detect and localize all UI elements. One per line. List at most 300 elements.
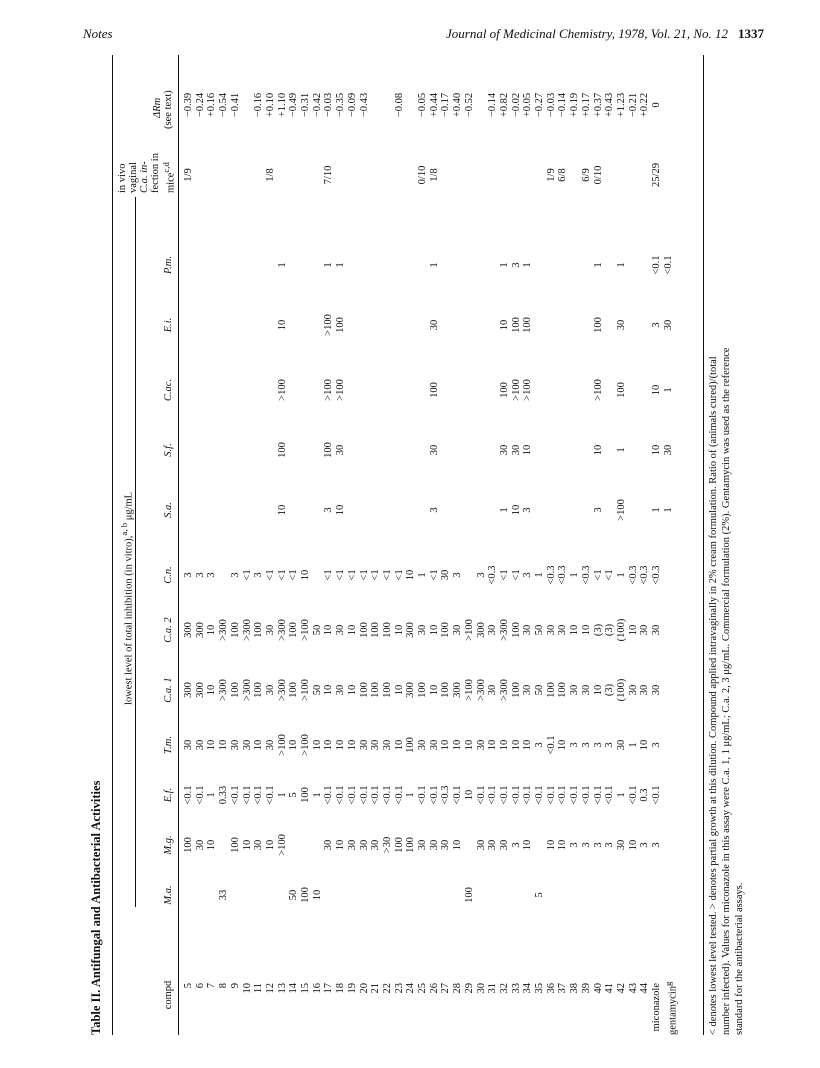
table-cell: 30 (417, 624, 428, 636)
compound-id-cell: 24 (405, 983, 417, 994)
table-cell: −0.05 (417, 92, 428, 118)
table-cell: 30 (417, 739, 428, 751)
table-cell: >100 (276, 379, 288, 401)
table-cell: <1 (592, 569, 604, 581)
table-cell: <0.1 (428, 785, 440, 805)
table-cell: 30 (569, 684, 581, 696)
table-cell: <0.3 (487, 565, 499, 585)
table-cell: >100 (323, 379, 335, 401)
table-cell: 100 (253, 622, 265, 638)
column-header: compd (163, 980, 174, 1010)
table-cell: 30 (627, 684, 639, 696)
table-cell: −0.27 (534, 92, 545, 118)
table-cell: 100 (545, 682, 557, 698)
table-cell: <0.1 (627, 785, 639, 805)
table-cell: >300 (241, 619, 253, 641)
compound-id-cell: 9 (229, 983, 241, 989)
table-cell: 30 (264, 624, 276, 636)
table-cell: <0.3 (580, 565, 592, 585)
table-cell: <0.3 (545, 565, 557, 585)
table-cell: 0.3 (639, 788, 651, 802)
table-cell: 100 (276, 442, 288, 458)
compound-id-cell: 29 (463, 983, 475, 994)
table-cell: 50 (534, 684, 545, 696)
table-cell: 100 (615, 382, 627, 398)
table-cell: <0.1 (545, 785, 557, 805)
table-cell: <0.1 (651, 785, 662, 805)
table-cell: 10 (323, 684, 335, 696)
table-cell: −0.16 (253, 92, 265, 118)
table-cell: 10 (522, 444, 534, 456)
table-cell: 0 (651, 102, 662, 108)
table-cell: 10 (335, 739, 347, 751)
table-cell: 3 (183, 572, 194, 578)
table-cell: <0.1 (475, 785, 487, 805)
table-cell: 10 (393, 624, 405, 636)
table-cell: −0.39 (183, 92, 194, 118)
table-cell: 3 (475, 572, 487, 578)
table-cell: <0.1 (557, 785, 569, 805)
table-cell: 300 (194, 622, 206, 638)
table-cell: 30 (615, 739, 627, 751)
table-cell: 50 (534, 624, 545, 636)
table-cell: <1 (358, 569, 370, 581)
table-cell: 100 (370, 622, 382, 638)
invivo-header-line (161, 153, 177, 193)
table-cell: 10 (276, 319, 288, 331)
table-cell: <0.1 (393, 785, 405, 805)
table-cell: +1.23 (615, 92, 627, 118)
table-cell: 30 (428, 839, 440, 851)
table-cell: <1 (335, 569, 347, 581)
table-cell: 1 (569, 572, 581, 578)
compound-id-cell: 35 (534, 983, 545, 994)
table-cell: <0.3 (627, 565, 639, 585)
table-cell: 3 (651, 322, 662, 328)
table-cell: 50 (311, 624, 323, 636)
table-cell: 10 (452, 739, 464, 751)
table-cell: −0.43 (358, 92, 370, 118)
table-cell: <0.1 (569, 785, 581, 805)
table-cell: >300 (498, 679, 510, 701)
table-cell: 1/9 (183, 168, 194, 182)
invivo-header (117, 153, 177, 193)
table-cell: 300 (405, 622, 417, 638)
table-cell: −0.09 (346, 92, 358, 118)
table-cell: −0.21 (627, 92, 639, 118)
invivo-header-sup: c,d (161, 162, 171, 173)
table-cell: >100 (335, 379, 347, 401)
table-cell: −0.02 (510, 92, 522, 118)
compound-id-cell: 38 (569, 983, 581, 994)
table-cell: −0.17 (440, 92, 452, 118)
compound-id-cell: 22 (381, 983, 393, 994)
table-cell: −0.08 (393, 92, 405, 118)
table-cell: 30 (615, 839, 627, 851)
table-cell: 10 (440, 739, 452, 751)
table-cell: <1 (241, 569, 253, 581)
table-cell: 100 (229, 622, 241, 638)
table-cell: 300 (183, 682, 194, 698)
table-cell: <0.3 (639, 565, 651, 585)
invivo-header-line: fection in (150, 153, 161, 193)
table-cell: 10 (323, 739, 335, 751)
compound-id-cell: 23 (393, 983, 405, 994)
table-cell: 10 (288, 739, 300, 751)
table-cell: −0.14 (487, 92, 499, 118)
column-header: C.ac. (163, 378, 174, 402)
table-cell: <0.1 (381, 785, 393, 805)
column-header: C.a. 2 (163, 617, 174, 643)
table-cell: 30 (487, 624, 499, 636)
table-cell: 30 (370, 739, 382, 751)
table-cell: 30 (651, 684, 662, 696)
table-cell: 1 (615, 447, 627, 453)
table-cell: (3) (592, 623, 604, 637)
table-cell: 1 (615, 572, 627, 578)
table-cell: 30 (358, 839, 370, 851)
table-cell: 100 (428, 382, 440, 398)
table-cell: 0.33 (218, 785, 230, 805)
table-cell: 1 (206, 792, 218, 798)
compound-id-cell: 8 (218, 983, 230, 989)
table-cell: 1 (651, 507, 662, 513)
table-cell: 100 (229, 682, 241, 698)
table-cell: +0.10 (264, 92, 276, 118)
table-cell: 0/10 (592, 165, 604, 185)
compound-id-cell: 37 (557, 983, 569, 994)
table-cell: 100 (288, 622, 300, 638)
table-cell: 30 (428, 444, 440, 456)
table-cell: 30 (557, 624, 569, 636)
invivo-header-text: mice (165, 172, 177, 193)
table-cell: 1 (276, 792, 288, 798)
table-cell: +0.05 (522, 92, 534, 118)
table-cell: 1 (627, 742, 639, 748)
table-cell: 30 (440, 569, 452, 581)
table-cell: 30 (475, 739, 487, 751)
table-cell: 30 (522, 624, 534, 636)
compound-id-cell: 10 (241, 983, 253, 994)
compound-id-cell: 18 (335, 983, 347, 994)
group-header-unit: μg/mL (123, 491, 135, 523)
compound-id-cell: 39 (580, 983, 592, 994)
table-cell: 5 (288, 792, 300, 798)
table-cell: <0.1 (592, 785, 604, 805)
table-cell: <0.1 (580, 785, 592, 805)
table-cell: 30 (335, 624, 347, 636)
compound-id-cell: 19 (346, 983, 358, 994)
table-cell: <0.1 (194, 785, 206, 805)
table-cell: 30 (417, 839, 428, 851)
table-cell: 10 (651, 444, 662, 456)
table-cell: 3 (206, 572, 218, 578)
table-cell: 100 (370, 682, 382, 698)
table-cell: <0.1 (183, 785, 194, 805)
table-cell: +0.17 (580, 92, 592, 118)
table-cell: 10 (651, 384, 662, 396)
table-cell: −0.54 (218, 92, 230, 118)
table-cell: 25/29 (651, 163, 662, 187)
table-cell: 100 (253, 682, 265, 698)
table-cell: <1 (428, 569, 440, 581)
table-cell: <0.1 (498, 785, 510, 805)
compound-id-cell: 30 (475, 983, 487, 994)
table-cell: 3 (452, 572, 464, 578)
rm-header (152, 98, 163, 118)
table-cell: >300 (241, 679, 253, 701)
table-cell: 30 (452, 624, 464, 636)
table-cell: 10 (498, 739, 510, 751)
compound-id-cell: 11 (253, 983, 265, 994)
table-cell: >100 (463, 679, 475, 701)
table-cell: 300 (405, 682, 417, 698)
table-cell: <0.3 (651, 565, 662, 585)
table-cell: 1 (522, 262, 534, 268)
table-cell: 3 (522, 507, 534, 513)
table-cell: <0.1 (241, 785, 253, 805)
table-cell: 30 (323, 839, 335, 851)
table-cell: 10 (557, 839, 569, 851)
table-cell: >300 (218, 679, 230, 701)
table-cell: 10 (206, 684, 218, 696)
compound-id-cell: 13 (276, 983, 288, 994)
table-cell: 1 (276, 262, 288, 268)
column-header: E.f. (163, 787, 174, 803)
table-cell: <0.1 (534, 785, 545, 805)
compound-id-cell: 33 (510, 983, 522, 994)
table-cell: <0.1 (487, 785, 499, 805)
compound-id-cell: 7 (206, 983, 218, 989)
table-cell: 3 (580, 842, 592, 848)
table-cell: 10 (592, 444, 604, 456)
table-cell: 100 (405, 737, 417, 753)
table-cell: <0.1 (522, 785, 534, 805)
table-cell: 30 (358, 739, 370, 751)
table-cell: 33 (218, 889, 230, 901)
table-cell: 3 (229, 572, 241, 578)
table-cell: 1 (498, 507, 510, 513)
table-cell: 10 (311, 889, 323, 901)
table-cell: 10 (428, 624, 440, 636)
table-cell: −0.41 (229, 92, 241, 118)
compound-id-cell: 5 (183, 983, 194, 989)
table-cell: −0.03 (323, 92, 335, 118)
table-cell: +0.82 (498, 92, 510, 118)
table-cell: <1 (604, 569, 616, 581)
table-cell: <0.1 (335, 785, 347, 805)
table-cell: 100 (323, 442, 335, 458)
compound-id-cell: 28 (452, 983, 464, 994)
compound-id-cell: 34 (522, 983, 534, 994)
table-cell: −0.49 (288, 92, 300, 118)
table-cell: +1.10 (276, 92, 288, 118)
column-header: T.m. (163, 736, 174, 754)
table-cell: +0.37 (592, 92, 604, 118)
table-cell: <1 (498, 569, 510, 581)
table-cell: 30 (498, 839, 510, 851)
table-cell: 30 (639, 684, 651, 696)
table-cell: >300 (475, 679, 487, 701)
table-cell: 30 (498, 444, 510, 456)
table-cell: −0.52 (463, 92, 475, 118)
column-header: M.g. (163, 835, 174, 855)
table-cell: 10 (545, 839, 557, 851)
table-cell: >100 (300, 679, 311, 701)
table-cell: 10 (346, 684, 358, 696)
table-cell: 30 (522, 684, 534, 696)
table-cell: (100) (615, 678, 627, 702)
table-cell: 3 (428, 507, 440, 513)
table-cell: +0.44 (428, 92, 440, 118)
table-cell: 100 (229, 837, 241, 853)
column-header: C.n. (163, 566, 174, 584)
column-header: M.a. (163, 885, 174, 905)
table-cell: 10 (510, 739, 522, 751)
table-cell: +0.40 (452, 92, 464, 118)
table-cell: 10 (253, 739, 265, 751)
footnote-line-3: standard for the antibacterial assays. (734, 882, 745, 1035)
table-cell: 50 (288, 889, 300, 901)
table-cell: >300 (218, 619, 230, 641)
table-cell: 30 (615, 319, 627, 331)
table-cell: 1 (615, 792, 627, 798)
footnote-line-2: number infected). Values for miconazole in this assay were C.a. 1, 1 μg/mL; C.a. 2, 3 μg/mL. Commercial formulation (2%). Gentamycin was used as the reference (721, 347, 732, 1035)
compound-id-cell: 16 (311, 983, 323, 994)
table-cell: 1/8 (264, 168, 276, 182)
column-header: P.m. (163, 256, 174, 274)
table-cell: 1 (428, 262, 440, 268)
table-cell: >100 (323, 314, 335, 336)
table-cell: 100 (393, 837, 405, 853)
table-title: Table II. Antifungal and Antibacterial Activities (89, 780, 103, 1035)
table-cell: 10 (463, 739, 475, 751)
table-cell: <0.1 (370, 785, 382, 805)
table-cell: 10 (206, 839, 218, 851)
table-cell: (100) (615, 618, 627, 642)
table-cell: 10 (335, 839, 347, 851)
compound-id-cell: 43 (627, 983, 639, 994)
table-cell: 10 (206, 624, 218, 636)
table-cell: 100 (183, 837, 194, 853)
table-cell: 30 (335, 684, 347, 696)
table-cell: 10 (522, 739, 534, 751)
table-cell: 1 (311, 792, 323, 798)
table-cell: >100 (300, 619, 311, 641)
table-cell: <0.1 (604, 785, 616, 805)
table-cell: >100 (276, 834, 288, 856)
column-header: S.f. (163, 443, 174, 457)
rm-header-line: ΔRm (152, 97, 163, 118)
table-cell: 30 (662, 444, 674, 456)
table-cell: 1/9 (545, 168, 557, 182)
table-cell: 3 (592, 742, 604, 748)
table-cell: 10 (522, 839, 534, 851)
compound-id-cell: 27 (440, 983, 452, 994)
table-cell: 3 (323, 507, 335, 513)
table-cell: 100 (463, 887, 475, 903)
table-cell: 1 (662, 507, 674, 513)
table-cell: 3 (604, 742, 616, 748)
table-cell: <1 (323, 569, 335, 581)
table-cell: 30 (346, 839, 358, 851)
table-cell: 10 (346, 739, 358, 751)
table-cell: 10 (311, 739, 323, 751)
table-cell: 300 (194, 682, 206, 698)
table-cell: 100 (440, 682, 452, 698)
table-cell: (3) (604, 683, 616, 697)
table-cell: <0.1 (358, 785, 370, 805)
table-cell: 30 (428, 739, 440, 751)
table-cell: >100 (592, 379, 604, 401)
table-cell: <1 (381, 569, 393, 581)
table-cell: 3 (639, 842, 651, 848)
table-cell: 3 (522, 572, 534, 578)
page-number: 1337 (738, 26, 764, 41)
table-cell: −0.24 (194, 92, 206, 118)
table-cell: 10 (498, 319, 510, 331)
rotated-table-page (90, 55, 790, 1035)
table-cell: 100 (417, 682, 428, 698)
running-head (0, 26, 820, 46)
table-cell: 10 (393, 739, 405, 751)
table-cell: <0.1 (510, 785, 522, 805)
table-cell: >100 (510, 379, 522, 401)
journal-name: Journal of Medicinal Chemistry, 1978, Vol. 21, No. 12 (445, 26, 728, 41)
table-cell: 3 (651, 842, 662, 848)
table-cell: 100 (592, 317, 604, 333)
table-cell: 10 (335, 504, 347, 516)
column-header: C.a. 1 (163, 677, 174, 703)
compound-id-cell: 15 (300, 983, 311, 994)
group-header-rule (135, 197, 136, 907)
section-label: Notes (83, 26, 113, 41)
table-cell: 300 (452, 682, 464, 698)
table-cell: 1 (615, 262, 627, 268)
rm-subheader: (see text) (163, 90, 174, 129)
table-cell: 100 (300, 887, 311, 903)
table-cell: 10 (300, 569, 311, 581)
compound-id-cell: 31 (487, 983, 499, 994)
compound-id-cell: gentamycin$^g$ (662, 981, 679, 1035)
footnote-line-1: < denotes lowest level tested. > denotes partial growth at this dilution. Compound applied intravaginally in 2% cream formulation. Ratio of (animals cured)/(total (708, 356, 719, 1035)
table-cell: 100 (440, 622, 452, 638)
table-cell: 6/9 (580, 168, 592, 182)
compound-id-cell: 42 (615, 983, 627, 994)
table-cell: 10 (393, 684, 405, 696)
table-cell: 30 (264, 684, 276, 696)
table-cell: <0.3 (440, 785, 452, 805)
table-cell: 3 (569, 842, 581, 848)
table-cell: 10 (580, 624, 592, 636)
table-cell: 100 (288, 682, 300, 698)
table-cell: 100 (405, 837, 417, 853)
table-cell: 30 (194, 739, 206, 751)
table-cell: <1 (288, 569, 300, 581)
compound-id-cell: 25 (417, 983, 428, 994)
table-cell: 3 (534, 742, 545, 748)
table-cell: 30 (639, 624, 651, 636)
table-cell: >100 (300, 734, 311, 756)
invivo-header-line: in vivo (117, 163, 128, 193)
table-cell: 10 (452, 839, 464, 851)
column-header: E.i. (163, 317, 174, 333)
table-cell: 30 (335, 444, 347, 456)
compound-id-cell: 32 (498, 983, 510, 994)
table-cell: 10 (346, 624, 358, 636)
table-cell: 10 (405, 569, 417, 581)
table-cell: 100 (498, 382, 510, 398)
